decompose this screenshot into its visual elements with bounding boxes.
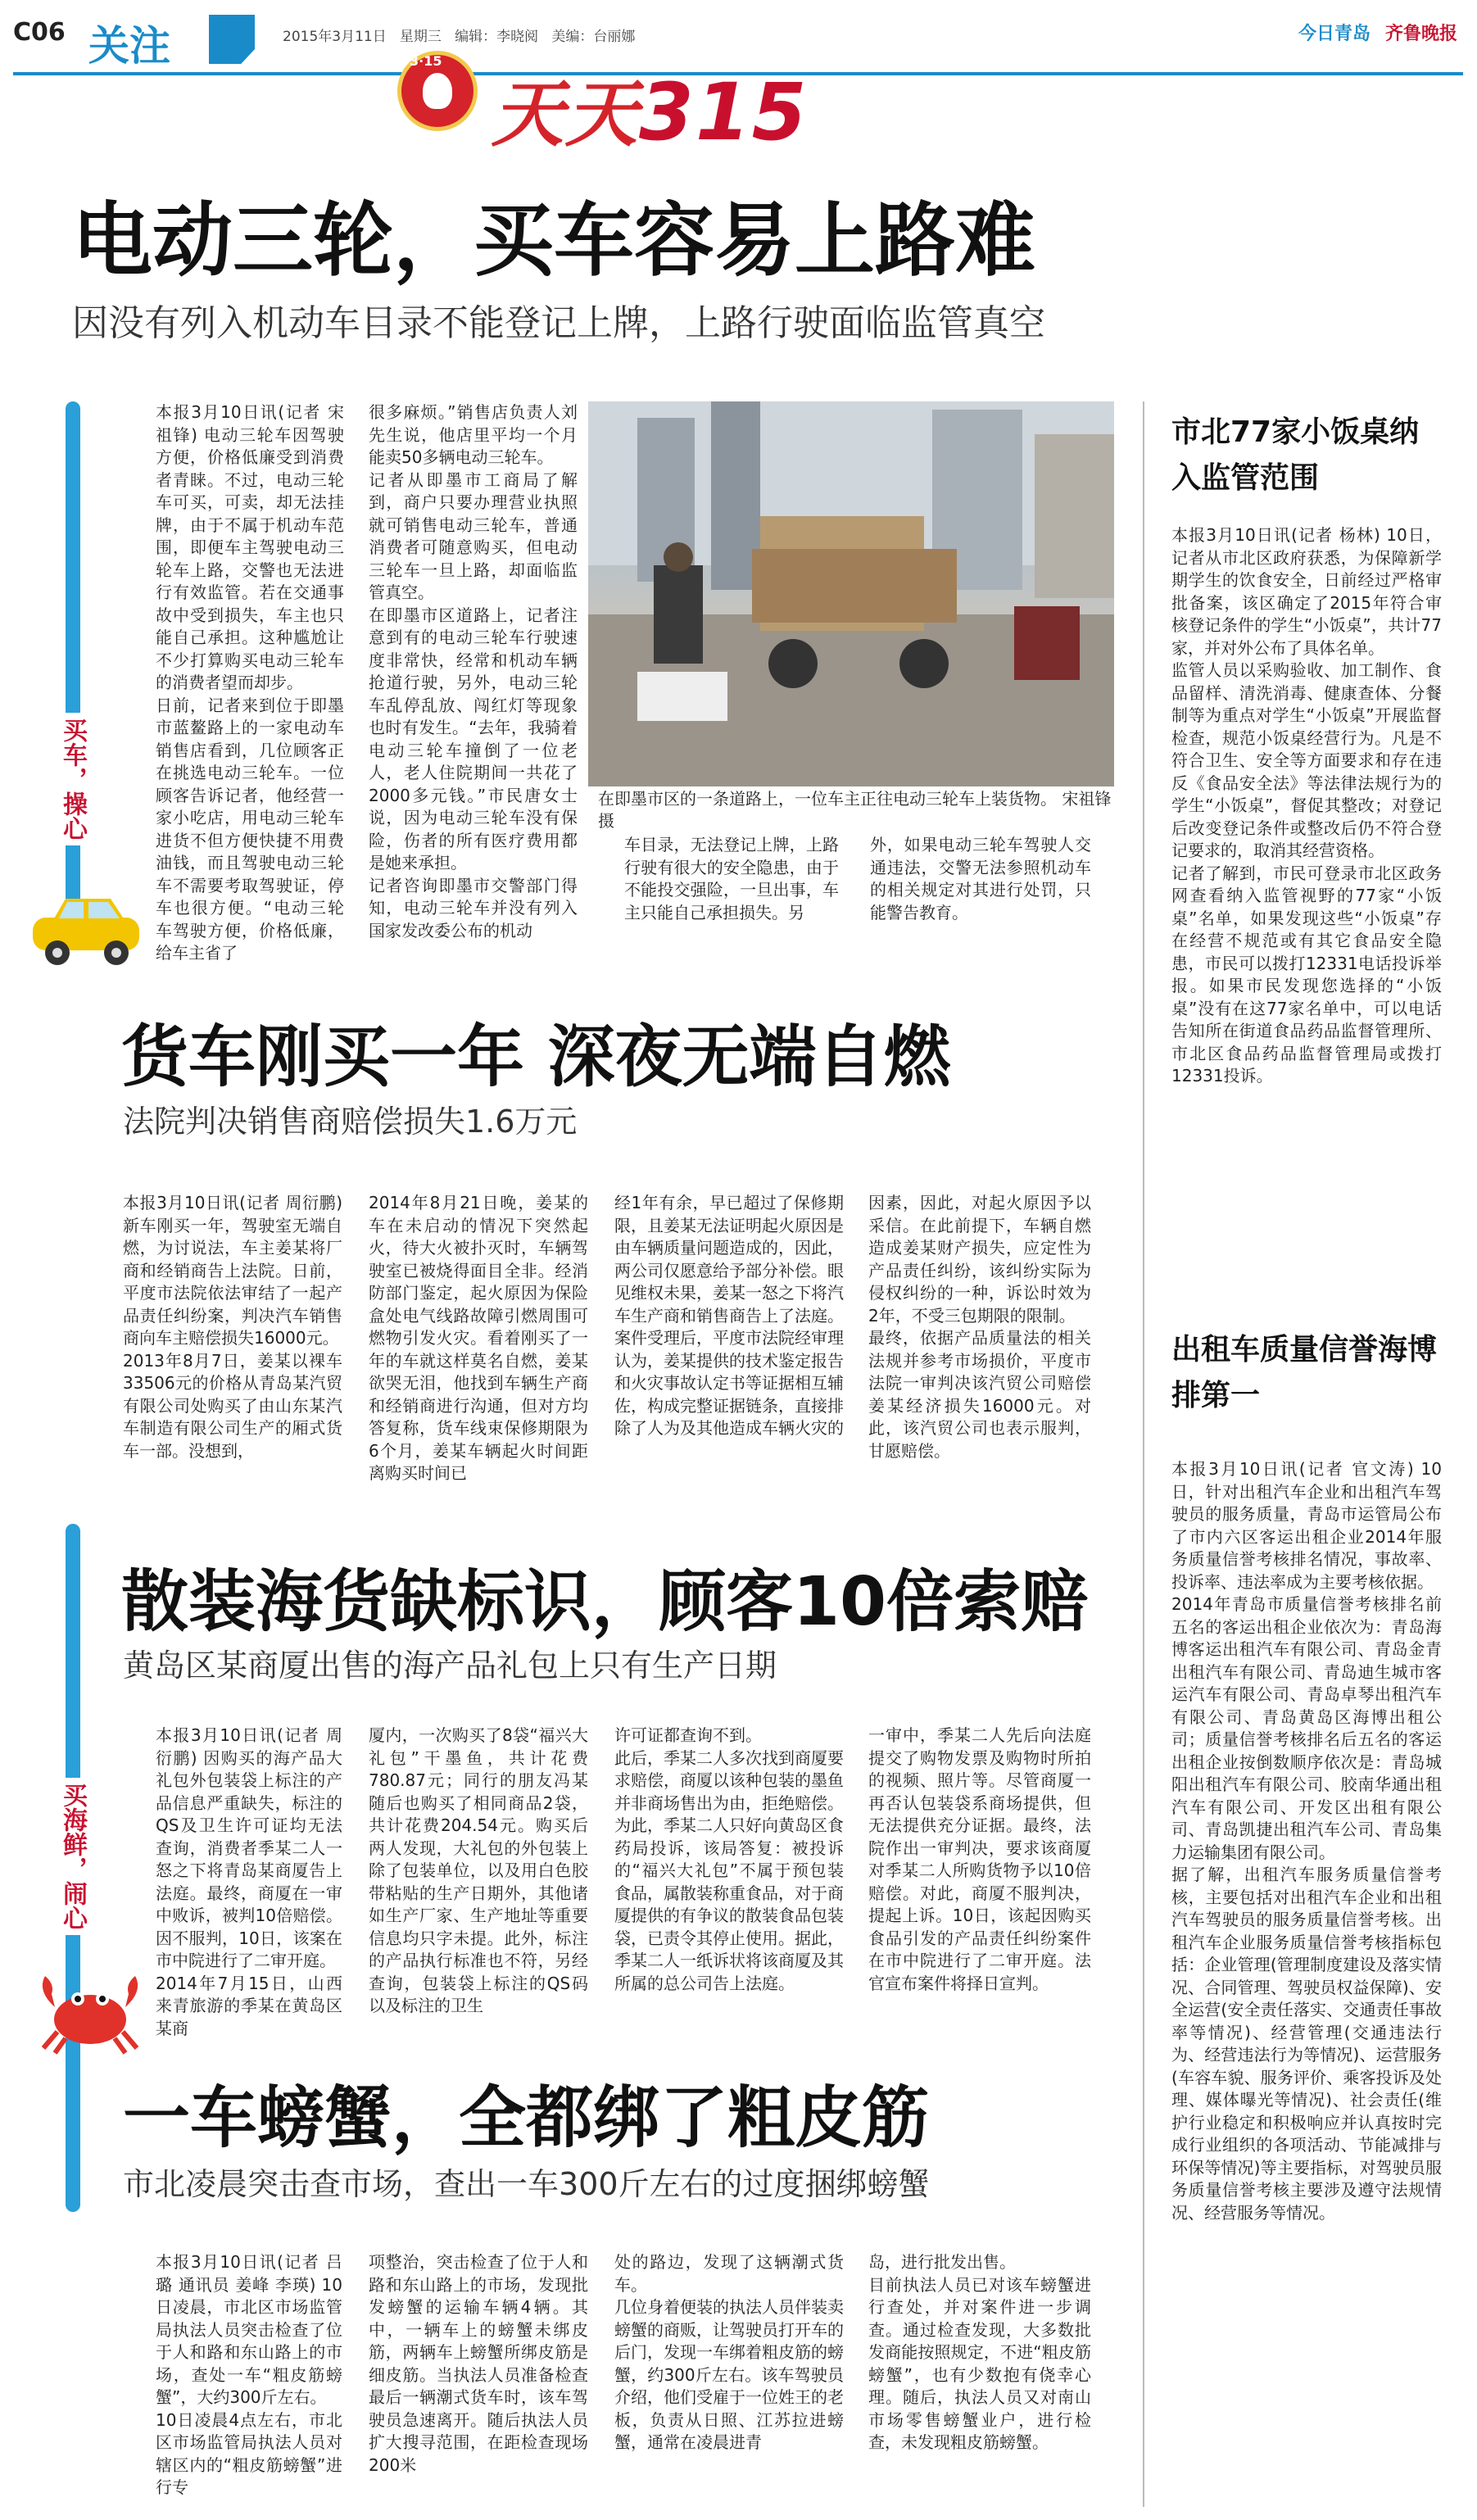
side-ribbon xyxy=(66,401,80,926)
article2-col4: 因素，因此，对起火原因予以采信。在此前提下，车辆自燃造成姜某财产损失，应定性为产品责任纠纷，该纠纷实际为侵权纠纷的一种，诉讼时效为2年，不受三包期限的限制。 最终，依据产品质量法的相关法规并参考市场损价，平度市法院一审判决该汽贸公司赔偿姜某经济损失16000元。对此，该汽贸公司也表示服判，甘愿赔偿。 xyxy=(868,1193,1091,1461)
article1-col2: 很多麻烦。”销售店负责人刘先生说，他店里平均一个月能卖50多辆电动三轮车。 记者从即墨市工商局了解到，商户只要办理营业执照就可销售电动三轮车，普通消费者可随意购买，但电动三轮车一旦上路，却面临监管真空。 在即墨市区道路上，记者注意到有的电动三轮车行驶速度非常快，经常和机动车辆抢道行驶，另外，电动三轮车乱停乱放、闯红灯等现象也时有发生。“去年，我骑着电动三轮车撞倒了一位老人，老人住院期间一共花了2000多元钱。”市民唐女士说，因为电动三轮车没有保险，伤者的所有医疗费用都是她来承担。 记者咨询即墨市交警部门得知，电动三轮车并没有列入国家发改委公布的机动 xyxy=(369,402,578,940)
article1-photo xyxy=(588,401,1114,786)
article1-col1: 本报3月10日讯(记者 宋祖锋) 电动三轮车因驾驶方便，价格低廉受到消费者青睐。不过，电动三轮车可买，可卖，却无法挂牌，由于不属于机动车范围，即便车主驾驶电动三轮车上路，交警也无法进行有效监管。若在交通事故中受到损失，车主也只能自己承担。这种尴尬让不少打算购买电动三轮车的消费者望而却步。 日前，记者来到位于即墨市蓝鳌路上的一家电动车销售店看到，几位顾客正在挑选电动三轮车。一位顾客告诉记者，他经营一家小吃店，用电动三轮车进货不但方便快捷不用费油钱，而且驾驶电动三轮车不需要考取驾驶证，停车也很方便。“电动三轮车驾驶方便，价格低廉，给车主省了 xyxy=(156,402,344,963)
article2-col1: 本报3月10日讯(记者 周衍鹏) 新车刚买一年，驾驶室无端自燃，为讨说法，车主姜某将厂商和经销商告上法院。日前，平度市法院依法审结了一起产品责任纠纷案，判决汽车销售商向车主赔偿损失16000元。 2013年8月7日，姜某以裸车33506元的价格从青岛某汽贸有限公司处购买了由山东某汽车制造有限公司生产的厢式货车一部。没想到， xyxy=(123,1193,342,1461)
banner-logo-num: 315 xyxy=(639,66,809,158)
side2-body: 本报3月10日讯(记者 官文涛) 10日，针对出租汽车企业和出租汽车驾驶员的服务质量，青岛市运管局公布了市内六区客运出租企业2014年服务质量信誉考核排名情况，事故率、投诉率、违法率成为主要考核依据。 2014年青岛市质量信誉考核排名前五名的客运出租企业依次为：青岛海博客运出租汽车有限公司、青岛金青出租汽车有限公司、青岛迪生城市客运汽车有限公司、青岛卓琴出租汽车有限公司、青岛黄岛区海博出租公司；质量信誉考核排名后五名的客运出租企业按倒数顺序依次是：青岛城阳出租汽车有限公司、胶南华通出租汽车有限公司、开发区出租有限公司、青岛凯捷出租汽车公司、青岛集力运输集团有限公司。 据了解，出租汽车服务质量信誉考核，主要包括对出租汽车企业和出租汽车驾驶员的服务质量信誉考核。出租汽车企业服务质量信誉考核指标包括：企业管理(管理制度建设及落实情况、合同管理、驾驶员权益保障)、安全运营(安全责任落实、交通责任事故率等情况)、经营管理(交通违法行为、经营违法行为等情况)、运营服务(车容车貌、服务评价、乘客投诉及处理、媒体曝光等情况)、社会责任(维护行业稳定和积极响应并认真按时完成行业组织的各项活动、节能减排与环保等情况)等主要指标，对驾驶员服务质量信誉考核主要涉及遵守法规情况、经营服务等情况。 xyxy=(1171,1459,1442,2223)
article4-col2: 项整治，突击检查了位于人和路和东山路上的市场，发现批发螃蟹的运输车辆4辆。其中，一辆车上的螃蟹未绑皮筋，两辆车上螃蟹所绑皮筋是细皮筋。当执法人员准备检查最后一辆潮式货车时，该车驾驶员急速离开。随后执法人员扩大搜寻范围，在距检查现场200米 xyxy=(369,2252,588,2475)
article2-subtitle: 法院判决销售商赔偿损失1.6万元 xyxy=(123,1104,578,1140)
article2-col2: 2014年8月21日晚，姜某的车在未启动的情况下突然起火，待大火被扑灭时，车辆驾驶室已被烧得面目全非。经消防部门鉴定，起火原因为保险盒处电气线路故障引燃周围可燃物引发火灾。看着刚买了一年的车就这样莫名自燃，姜某欲哭无泪，他找到车辆生产商和经销商进行沟通，但对方均答复称，货车线束保修期限为6个月，姜某车辆起火时间距离购买时间已 xyxy=(369,1193,588,1483)
banner-logo-text: 天天 xyxy=(492,72,640,156)
consumer-day-logo-icon xyxy=(397,51,478,131)
section-flag-icon xyxy=(209,15,255,64)
article1-title: 电动三轮，买车容易上路难 xyxy=(72,194,1036,288)
logo-badge: 3·15 xyxy=(410,53,442,69)
article1-col3: 车目录，无法登记上牌，上路行驶有很大的安全隐患，由于不能投交强险，一旦出事，车主只能自己承担损失。另 xyxy=(624,835,839,922)
article4-title: 一车螃蟹，全都绑了粗皮筋 xyxy=(123,2079,930,2157)
edition-name: 今日青岛 xyxy=(1298,24,1371,44)
banner-logo xyxy=(492,57,808,161)
page-number: C06 xyxy=(13,18,66,47)
article2-col3: 经1年有余，早已超过了保修期限，且姜某无法证明起火原因是由车辆质量问题造成的，因此，两公司仅愿意给予部分补偿。眼见维权未果，姜某一怒之下将汽车生产商和销售商告上了法庭。 案件受理后，平度市法院经审理认为，姜某提供的技术鉴定报告和火灾事故认定书等证据相互辅佐，构成完整证据链条，直接排除了人为及其他造成车辆火灾的 xyxy=(614,1193,844,1438)
issue-meta: 2015年3月11日 星期三 编辑：李晓阅 美编：台丽娜 xyxy=(283,29,636,45)
column-divider xyxy=(1143,401,1144,2507)
article3-subtitle: 黄岛区某商厦出售的海产品礼包上只有生产日期 xyxy=(123,1648,777,1684)
crab-icon xyxy=(37,1966,143,2056)
article3-col1: 本报3月10日讯(记者 周衍鹏) 因购买的海产品大礼包外包装袋上标注的产品信息严重缺失，标注的QS及卫生许可证均无法查询，消费者季某二人一怒之下将青岛某商厦告上法庭。最终，商厦在一审中败诉，被判10倍赔偿。因不服判，10日，该案在市中院进行了二审开庭。 2014年7月15日，山西来青旅游的季某在黄岛区某商 xyxy=(156,1725,342,2038)
article4-col4: 岛，进行批发出售。 目前执法人员已对该车螃蟹进行查处，并对案件进一步调查。通过检查发现，大多数批发商能按照规定，不进“粗皮筋螃蟹”，也有少数抱有侥幸心理。随后，执法人员又对南山市场零售螃蟹业户，进行检查，未发现粗皮筋螃蟹。 xyxy=(868,2252,1091,2452)
side2-title: 出租车质量信誉海博排第一 xyxy=(1171,1333,1438,1412)
article3-title: 散装海货缺标识，顾客10倍索赔 xyxy=(121,1563,1089,1641)
article1-subtitle: 因没有列入机动车目录不能登记上牌，上路行驶面临监管真空 xyxy=(72,302,1045,344)
article3-col3: 许可证都查询不到。 此后，季某二人多次找到商厦要求赔偿，商厦以该种包装的墨鱼并非商场售出为由，拒绝赔偿。为此，季某二人只好向黄岛区食药局投诉，该局答复：被投诉的“福兴大礼包”不属于预包装食品，属散装称重食品，对于商厦提供的有争议的散装食品包装袋，已责令其停止使用。据此，季某二人一纸诉状将该商厦及其所属的总公司告上法庭。 xyxy=(614,1725,844,1993)
edition-label xyxy=(1298,20,1457,45)
article4-subtitle: 市北凌晨突击查市场，查出一车300斤左右的过度捆绑螃蟹 xyxy=(123,2166,930,2202)
article4-col3: 处的路边，发现了这辆潮式货车。 几位身着便装的执法人员伴装卖螃蟹的商贩，让驾驶员打开车的后门，发现一车绑着粗皮筋的螃蟹，约300斤左右。该车驾驶员介绍，他们受雇于一位姓王的老板，负责从日照、江苏拉进螃蟹，通常在凌晨进青 xyxy=(614,2252,844,2452)
side1-body: 本报3月10日讯(记者 杨林) 10日，记者从市北区政府获悉，为保障新学期学生的饮食安全，日前经过严格审批备案，该区确定了2015年符合审核登记条件的学生“小饭桌”，共计77家，并对外公布了具体名单。 监管人员以采购验收、加工制作、食品留样、清洗消毒、健康查体、分餐制等为重点对学生“小饭桌”开展监督检查，规范小饭桌经营行为。凡是不符合卫生、安全等方面要求和存在违反《食品安全法》等法律法规行为的学生“小饭桌”，督促其整改；对登记后改变登记条件或整改后仍不符合登记要求的，取消其经营资格。 记者了解到，市民可登录市北区政务网查看纳入监管视野的77家“小饭桌”名单，如果发现这些“小饭桌”存在经营不规范或有其它食品安全隐患，市民可以拨打12331电话投诉举报。如果市民发现您选择的“小饭桌”没有在这77家名单中，可以电话告知所在街道食品药品监督管理所、市北区食品药品监督管理局或拨打12331投诉。 xyxy=(1171,525,1442,1086)
article3-col4: 一审中，季某二人先后向法庭提交了购物发票及购物时所拍的视频、照片等。尽管商厦一再否认包装袋系商场提供，但无法提供充分证据。最终，法院作出一审判决，要求该商厦对季某二人所购货物予以10倍赔偿。对此，商厦不服判决，提起上诉。10日，该起因购买食品引发的产品责任纠纷案件在市中院进行了二审开庭。法官宣布案件将择日宣判。 xyxy=(868,1725,1091,1993)
car-icon xyxy=(25,889,147,971)
side-label-buy-seafood: 买海鲜，闹心 xyxy=(48,1778,88,1935)
article4-col1: 本报3月10日讯(记者 吕璐 通讯员 姜峰 李瑛) 10日凌晨，市北区市场监管局执法人员突击检查了位于人和路和东山路上的市场，查处一车“粗皮筋螃蟹”，大约300斤左右。 10日凌晨4点左右，市北区市场监管局执法人员对辖区内的“粗皮筋螃蟹”进行专 xyxy=(156,2252,342,2497)
article1-col4: 外，如果电动三轮车驾驶人交通违法，交警无法参照机动车的相关规定对其进行处罚，只能警告教育。 xyxy=(870,835,1091,922)
side1-title: 市北77家小饭桌纳入监管范围 xyxy=(1171,415,1420,495)
side-label-buy-car: 买车，操心 xyxy=(48,713,88,845)
section-title: 关注 xyxy=(88,22,170,70)
article1-photo-caption: 在即墨市区的一条道路上，一位车主正往电动三轮车上装货物。 宋祖锋 摄 xyxy=(598,789,1112,831)
article2-title: 货车刚买一年 深夜无端自燃 xyxy=(121,1018,951,1096)
article3-col2: 厦内，一次购买了8袋“福兴大礼包”干墨鱼，共计花费780.87元；同行的朋友冯某随后也购买了相同商品2袋，共计花费204.54元。购买后两人发现，大礼包的外包装上除了包装单位，以及用白色胶带粘贴的生产日期外，其他诸如生产厂家、生产地址等重要信息均只字未提。此外，标注的产品执行标准也不符，另经查询，包装袋上标注的QS码以及标注的卫生 xyxy=(369,1725,588,2015)
paper-name: 齐鲁晚报 xyxy=(1384,24,1457,44)
